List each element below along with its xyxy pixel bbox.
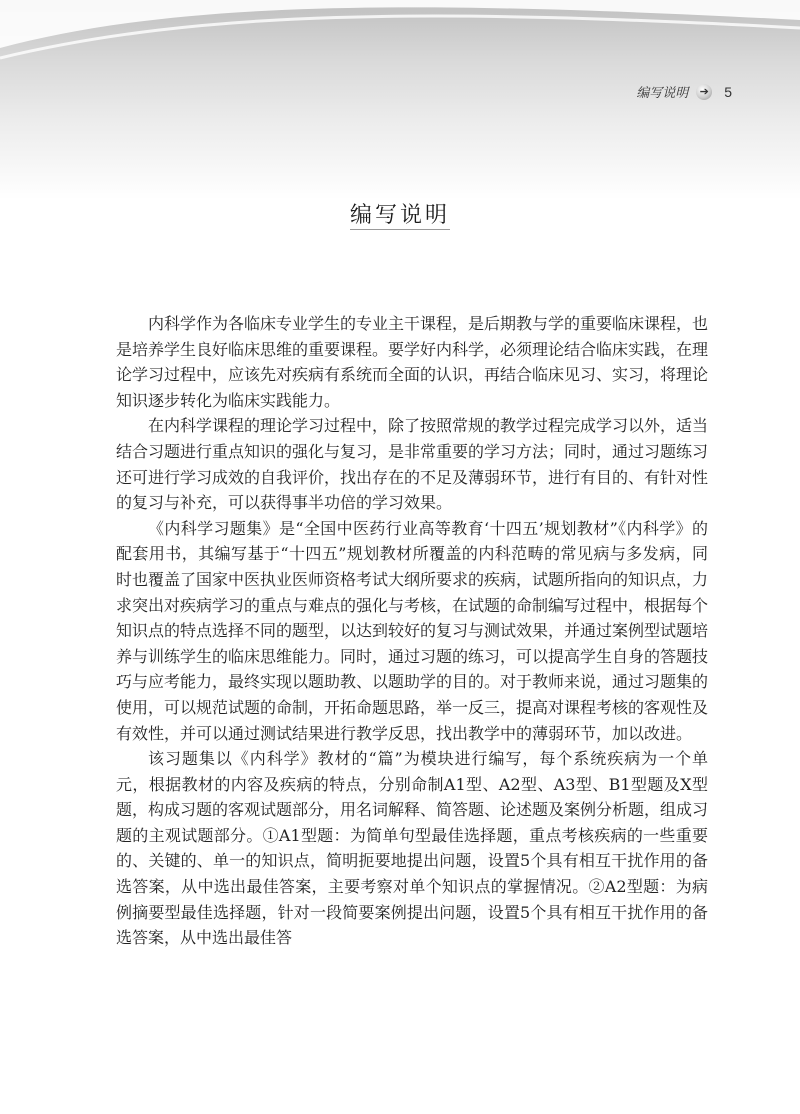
paragraph: 在内科学课程的理论学习过程中，除了按照常规的教学过程完成学习以外，适当结合习题进行重点知识的强化与复习，是非常重要的学习方法；同时，通过习题练习还可进行学习成效的自我评价，找出存在的不足及薄弱环节，进行有目的、有针对性的复习与补充，可以获得事半功倍的学习效果。 [116, 416, 709, 513]
running-header-title: 编写说明 [636, 86, 689, 101]
arrow-right-icon: ➔ [696, 84, 712, 100]
paragraph: 《内科学习题集》是“全国中医药行业高等教育‘十四五’规划教材”《内科学》的配套用书，其编写基于“十四五”规划教材所覆盖的内科范畴的常见病与多发病，同时也覆盖了国家中医执业医师资格考试大纲所要求的疾病，试题所指向的知识点，力求突出对疾病学习的重点与难点的强化与考核，在试题的命制编写过程中，根据每个知识点的特点选择不同的题型，以达到较好的复习与测试效果，并通过案例型试题培养与训练学生的临床思维能力。同时，通过习题的练习，可以提高学生自身的答题技巧与应考能力，最终实现以题助教、以题助学的目的。对于教师来说，通过习题集的使用，可以规范试题的命制，开拓命题思路，举一反三，提高对课程考核的客观性及有效性，并可以通过测试结果进行教学反思，找出教学中的薄弱环节，加以改进。 [116, 518, 709, 743]
title-underline [350, 229, 450, 230]
page-title: 编写说明 [349, 203, 450, 228]
running-header [636, 82, 732, 101]
paragraph: 内科学作为各临床专业学生的专业主干课程，是后期教与学的重要临床课程，也是培养学生良好临床思维的重要课程。要学好内科学，必须理论结合临床实践，在理论学习过程中，应该先对疾病有系统而全面的认识，再结合临床见习、实习，将理论知识逐步转化为临床实践能力。 [116, 314, 709, 410]
page-number: 5 [724, 83, 732, 100]
paragraph: 该习题集以《内科学》教材的“篇”为模块进行编写，每个系统疾病为一个单元，根据教材的内容及疾病的特点，分别命制A1型、A2型、A3型、B1型题及X型题，构成习题的客观试题部分，用名词解释、简答题、论述题及案例分析题，组成习题的主观试题部分。①A1型题：为简单句型最佳选择题，重点考核疾病的一些重要的、关键的、单一的知识点，简明扼要地提出问题，设置5个具有相互干扰作用的备选答案，从中选出最佳答案，主要考察对单个知识点的掌握情况。②A2型题：为病例摘要型最佳选择题，针对一段简要案例提出问题，设置5个具有相互干扰作用的备选答案，从中选出最佳答 [116, 749, 709, 948]
body-text [116, 311, 708, 951]
